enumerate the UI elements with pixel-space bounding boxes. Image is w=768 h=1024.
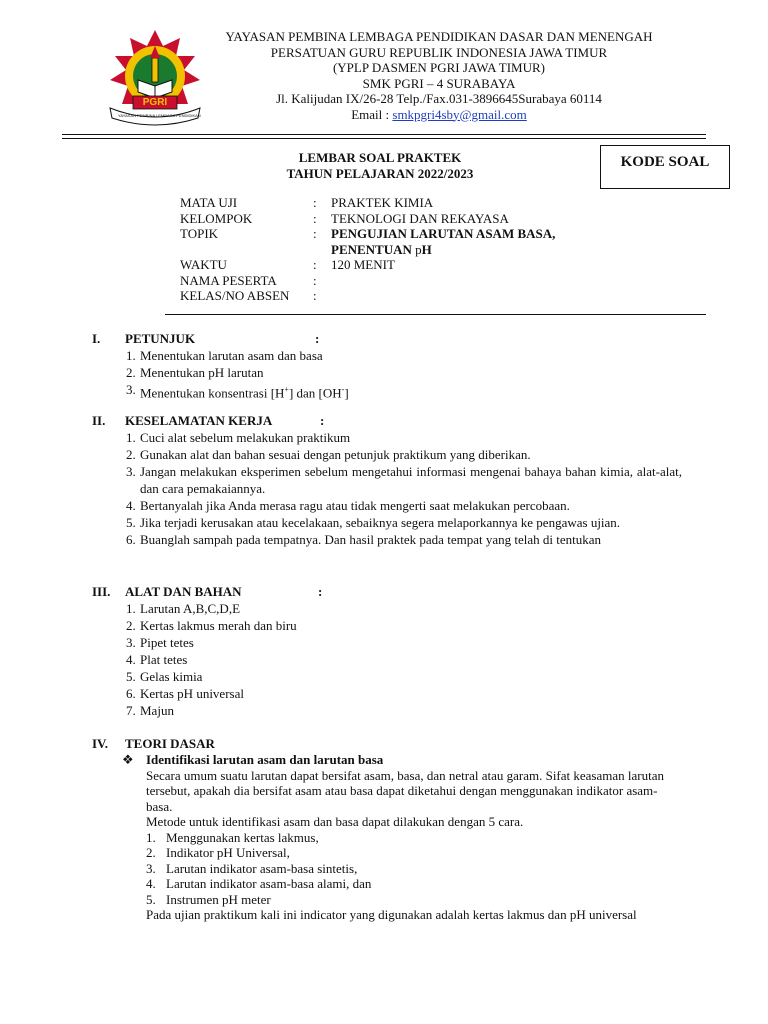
header-line-1: YAYASAN PEMBINA LEMBAGA PENDIDIKAN DASAR DAN MENENGAH [225, 29, 653, 44]
header-line-3: (YPLP DASMEN PGRI JAWA TIMUR) [332, 60, 546, 75]
list-item: 3. Pipet tetes [126, 635, 194, 650]
meta-key: KELAS/NO ABSEN [180, 288, 290, 303]
header-email-line [200, 107, 678, 123]
meta-value: 120 MENIT [331, 257, 395, 272]
meta-colon: : [313, 272, 317, 288]
title-line-1: LEMBAR SOAL PRAKTEK [298, 150, 462, 165]
email-link[interactable]: smkpgri4sby@gmail.com [392, 106, 527, 122]
list-item: 4. Bertanyalah jika Anda merasa ragu atau tidak mengerti saat melakukan percobaan. [126, 498, 570, 513]
meta-key: MATA UJI [180, 195, 238, 210]
list-item: 2. Gunakan alat dan bahan sesuai dengan petunjuk praktikum yang diberikan. [126, 447, 531, 462]
meta-value: PENENTUAN pH [331, 241, 432, 257]
list-item: 4. Plat tetes [126, 652, 188, 667]
email-label: Email : [351, 106, 393, 122]
list-item: 3. Larutan indikator asam-basa sintetis, [146, 860, 358, 876]
meta-divider [165, 314, 706, 315]
meta-value: PENGUJIAN LARUTAN ASAM BASA, [331, 226, 556, 241]
logo-pgri-text: PGRI [142, 97, 168, 108]
meta-value [331, 273, 621, 289]
sheet-title [180, 150, 580, 182]
teori-content [122, 752, 682, 923]
section-teori-dasar [92, 735, 682, 752]
section-heading: III. ALAT DAN BAHAN : [92, 584, 323, 599]
meta-row-kelompok [180, 211, 621, 227]
meta-value: TEKNOLOGI DAN REKAYASA [331, 210, 509, 226]
list-item: 5. Instrumen pH meter [146, 891, 271, 907]
method-list [122, 830, 682, 908]
list-item: 3. Jangan melakukan eksperimen sebelum mengetahui informasi mengenai bahaya bahan kimia, alat-alat, dan cara pemakaiannya. [126, 464, 682, 496]
section-alat-dan-bahan [92, 583, 682, 719]
header-line-4: SMK PGRI – 4 SURABAYA [362, 75, 516, 91]
letterhead [200, 29, 678, 122]
subsection-heading: ❖ Identifikasi larutan asam dan larutan basa [122, 752, 384, 767]
list-item: 2. Menentukan pH larutan [126, 365, 264, 380]
meta-colon: : [313, 195, 317, 210]
header-line-5: Jl. Kalijudan IX/26-28 Telp./Fax.031-3896645Surabaya 60114 [276, 91, 602, 106]
meta-key: NAMA PESERTA [180, 272, 277, 288]
meta-row-topik-cont [180, 242, 621, 258]
list-item: 5. Jika terjadi kerusakan atau kecelakaan, sebaiknya segera melaporkannya ke pengawas ujian. [126, 515, 621, 530]
header-divider [62, 134, 706, 139]
meta-key: KELOMPOK [180, 210, 253, 226]
meta-row-topik [180, 226, 621, 242]
list-item: 1. Menggunakan kertas lakmus, [146, 829, 319, 845]
section-heading: II. KESELAMATAN KERJA : [92, 413, 325, 428]
list-item: 6. Buanglah sampah pada tempatnya. Dan hasil praktek pada tempat yang telah di tentukan [126, 532, 601, 547]
list-item: 6. Kertas pH universal [126, 686, 244, 701]
diamond-bullet-icon: ❖ [122, 752, 134, 767]
section-keselamatan-kerja [92, 412, 682, 548]
list-item: 7. Majun [126, 703, 174, 718]
title-line-2: TAHUN PELAJARAN 2022/2023 [286, 166, 474, 181]
meta-key: TOPIK [180, 226, 219, 241]
meta-row-kelas [180, 288, 621, 304]
meta-row-waktu [180, 257, 621, 273]
meta-value [331, 288, 621, 304]
meta-colon: : [313, 288, 317, 303]
logo-ribbon-text: YAYASAN PEMBINA LEMBAGA PENDIDIKAN [118, 113, 201, 118]
kode-soal-box: KODE SOAL [600, 145, 730, 189]
list-item: 3. Menentukan konsentrasi [H+] dan [OH-] [126, 382, 349, 401]
meta-row-mata-uji [180, 195, 621, 211]
list-item: 5. Gelas kimia [126, 669, 203, 684]
list-item: 1. Menentukan larutan asam dan basa [126, 348, 323, 363]
paragraph: Pada ujian praktikum kali ini indicator yang digunakan adalah kertas lakmus dan pH universal [146, 907, 637, 922]
list-item: 4. Larutan indikator asam-basa alami, dan [146, 876, 372, 891]
list-item: 2. Kertas lakmus merah dan biru [126, 618, 297, 633]
list-item: 1. Cuci alat sebelum melakukan praktikum [126, 430, 351, 445]
school-logo [100, 28, 210, 128]
paragraph: Metode untuk identifikasi asam dan basa dapat dilakukan dengan 5 cara. [146, 814, 524, 829]
meta-colon: : [313, 210, 317, 226]
exam-meta [180, 195, 621, 304]
meta-key: WAKTU [180, 257, 227, 272]
section-petunjuk [92, 330, 682, 401]
header-line-2: PERSATUAN GURU REPUBLIK INDONESIA JAWA TIMUR [270, 44, 608, 60]
meta-colon: : [313, 226, 317, 241]
paragraph: Secara umum suatu larutan dapat bersifat asam, basa, dan netral atau garam. Sifat keasaman larutan tersebut, apakah dia bersifat asam atau basa dapat diketahui dengan menggunakan indikator asam-basa. [146, 767, 664, 814]
list-item: 2. Indikator pH Universal, [146, 845, 290, 860]
list-item: 1. Larutan A,B,C,D,E [126, 601, 241, 616]
section-heading: IV. TEORI DASAR [92, 736, 215, 751]
meta-row-nama [180, 273, 621, 289]
meta-value: PRAKTEK KIMIA [331, 195, 434, 210]
meta-colon: : [313, 257, 317, 272]
section-heading: I. PETUNJUK : [92, 331, 320, 346]
